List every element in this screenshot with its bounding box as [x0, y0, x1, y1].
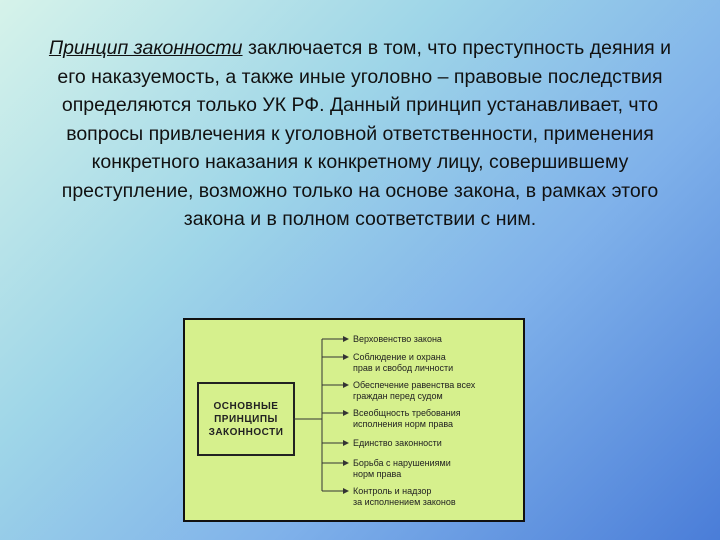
arrow-head-icon [343, 410, 349, 416]
principle-paragraph [40, 34, 680, 234]
principle-item: Борьба с нарушениями норм права [353, 458, 451, 479]
principle-definition: заключается в том, что преступность деяния и его наказуемость, а также иные уголовно – правовые последствия определяются только УК РФ. Данный принцип устанавливает, что вопросы привлечения к уголовной ответственности, применения конкретного наказания к конкретному лицу, совершившему преступление, возможно только на основе закона, в рамках этого закона и в полном соответствии с ним. [57, 37, 672, 230]
principle-item: Единство законности [353, 438, 442, 448]
arrow-head-icon [343, 440, 349, 446]
principle-item: Обеспечение равенства всех граждан перед судом [353, 380, 476, 401]
arrow-head-icon [343, 336, 349, 342]
arrow-head-icon [343, 382, 349, 388]
central-concept-label: ОСНОВНЫЕ ПРИНЦИПЫ ЗАКОННОСТИ [208, 400, 284, 438]
principle-item: Верховенство закона [353, 334, 442, 344]
principles-diagram [183, 318, 525, 522]
arrow-head-icon [343, 354, 349, 360]
arrow-head-icon [343, 460, 349, 466]
principle-item: Всеобщность требования исполнения норм права [353, 408, 461, 429]
arrow-head-icon [343, 488, 349, 494]
principle-item: Контроль и надзор за исполнением законов [353, 486, 456, 507]
principle-item: Соблюдение и охрана прав и свобод личности [353, 352, 454, 373]
principle-term: Принцип законности [48, 37, 243, 59]
